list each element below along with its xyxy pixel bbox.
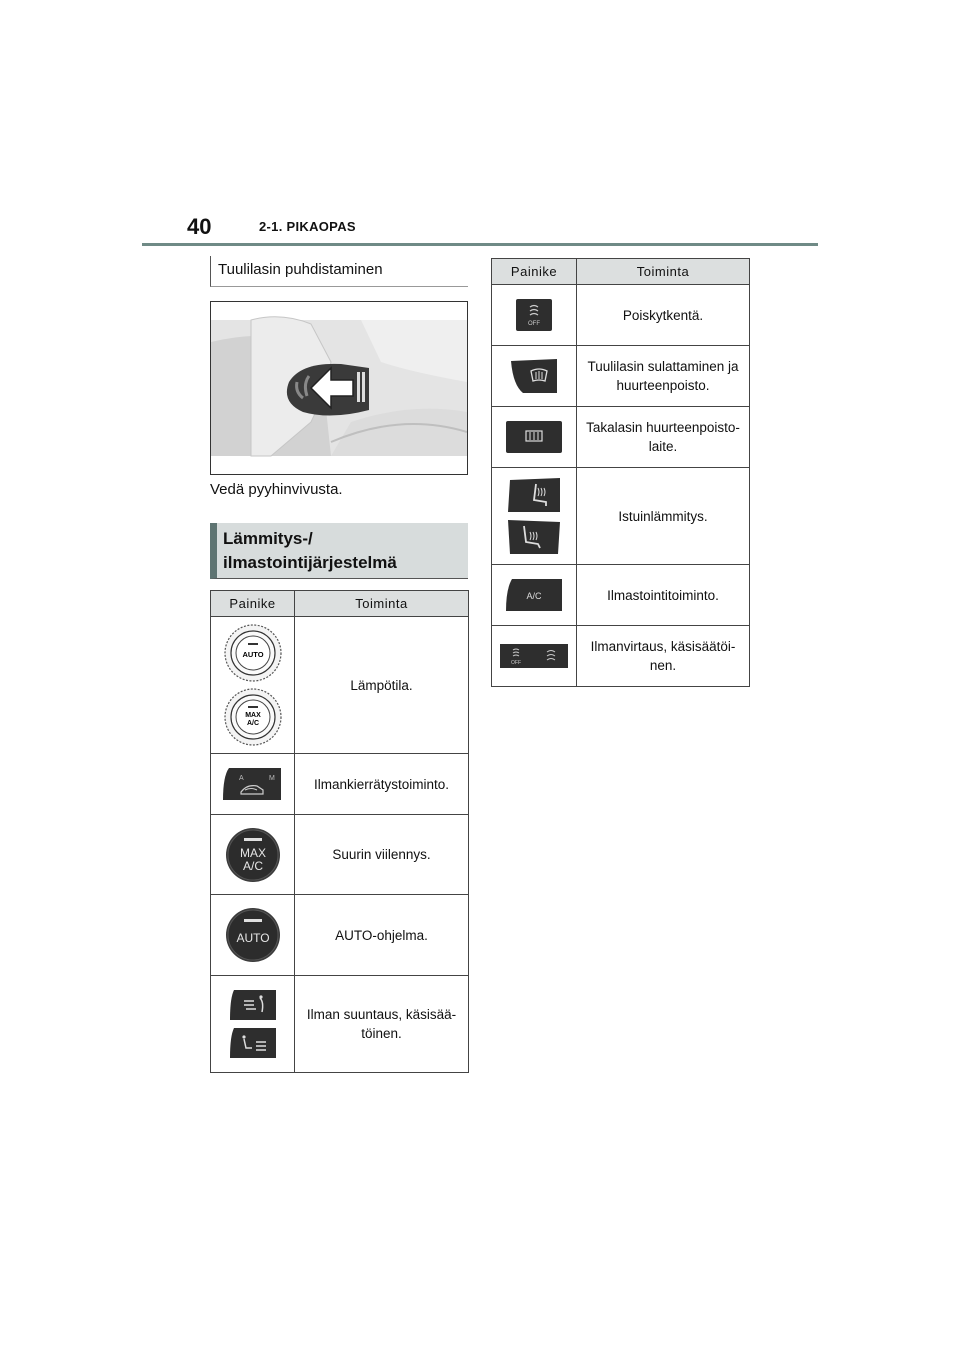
- ac-button-icon: [504, 577, 564, 613]
- dial-label-max: MAX: [244, 712, 261, 719]
- table-row: [492, 285, 750, 346]
- button-cell: [211, 976, 295, 1073]
- fan-off-button-icon: [514, 297, 554, 333]
- column-header-function: Toiminta: [577, 259, 750, 285]
- button-cell: [211, 617, 295, 754]
- table-row: [211, 976, 469, 1073]
- button-cell: [492, 346, 577, 407]
- climate-controls-table-right: [491, 258, 750, 687]
- function-cell: Istuinlämmitys.: [577, 468, 750, 565]
- table-row: [492, 407, 750, 468]
- max-label: MAX: [239, 845, 266, 860]
- windshield-defrost-button-icon: [509, 357, 559, 395]
- button-cell: [492, 285, 577, 346]
- button-cell: [492, 407, 577, 468]
- table-row: [211, 617, 469, 754]
- button-cell: [211, 754, 295, 815]
- function-cell: Ilmastointitoiminto.: [577, 565, 750, 626]
- page-number: 40: [187, 214, 212, 239]
- wiper-caption: Vedä pyyhinvivusta.: [210, 481, 343, 498]
- recirc-manual-label: M: [268, 775, 275, 782]
- table-row: [492, 626, 750, 687]
- table-row: [211, 815, 469, 895]
- fan-speed-button-icon: [499, 643, 569, 669]
- seat-heater-driver-button-icon: [506, 476, 562, 514]
- chapter-title: 2-1. PIKAOPAS: [259, 219, 356, 234]
- auto-button-icon: [225, 907, 281, 963]
- dial-label-ac: A/C: [246, 720, 259, 727]
- header-rule: [142, 243, 818, 246]
- function-cell: Suurin viilennys.: [295, 815, 469, 895]
- section-title-line1: Lämmitys-/: [223, 529, 313, 548]
- climate-controls-table-left: [210, 590, 469, 1073]
- table-row: [492, 468, 750, 565]
- temperature-dial-max-ac-icon: [223, 687, 283, 747]
- off-label: OFF: [528, 321, 540, 327]
- function-cell: Tuulilasin sulattaminen ja huurteenpoisto.: [577, 346, 750, 407]
- recirculation-button-icon: [221, 766, 285, 802]
- air-lower-direction-button-icon: [228, 1026, 278, 1060]
- column-header-button: Painike: [492, 259, 577, 285]
- button-cell: [492, 565, 577, 626]
- function-cell: Ilmankierrätystoiminto.: [295, 754, 469, 815]
- function-cell: AUTO-ohjelma.: [295, 895, 469, 976]
- button-cell: [492, 626, 577, 687]
- section-title-line2: ilmastointijärjestelmä: [223, 553, 397, 572]
- button-cell: [492, 468, 577, 565]
- column-header-button: Painike: [211, 591, 295, 617]
- recirc-auto-label: A: [238, 775, 244, 782]
- table-row: [211, 754, 469, 815]
- auto-label: AUTO: [235, 931, 270, 945]
- dial-label: AUTO: [241, 650, 264, 659]
- function-cell: Lämpötila.: [295, 617, 469, 754]
- seat-heater-passenger-button-icon: [506, 518, 562, 556]
- function-cell: Takalasin huurteenpoisto- laite.: [577, 407, 750, 468]
- table-row: [211, 895, 469, 976]
- button-cell: [211, 895, 295, 976]
- function-cell: Ilmanvirtaus, käsisäätöi- nen.: [577, 626, 750, 687]
- function-cell: Ilman suuntaus, käsisää- töinen.: [295, 976, 469, 1073]
- temperature-dial-auto-icon: [223, 623, 283, 683]
- table-row: [492, 565, 750, 626]
- table-row: [492, 346, 750, 407]
- function-cell: Poiskytkentä.: [577, 285, 750, 346]
- ac-button-label: A/C: [526, 591, 542, 601]
- ac-label: A/C: [242, 858, 263, 873]
- column-header-function: Toiminta: [295, 591, 469, 617]
- max-ac-button-icon: [225, 827, 281, 883]
- rear-defrost-button-icon: [504, 419, 564, 455]
- button-cell: [211, 815, 295, 895]
- wiper-subheading: Tuulilasin puhdistaminen: [210, 256, 468, 287]
- fan-off-label: OFF: [511, 660, 521, 666]
- wiper-lever-illustration: [210, 301, 468, 475]
- air-upper-direction-button-icon: [228, 988, 278, 1022]
- wiper-lever-icon: [211, 302, 467, 474]
- section-title: [210, 523, 468, 579]
